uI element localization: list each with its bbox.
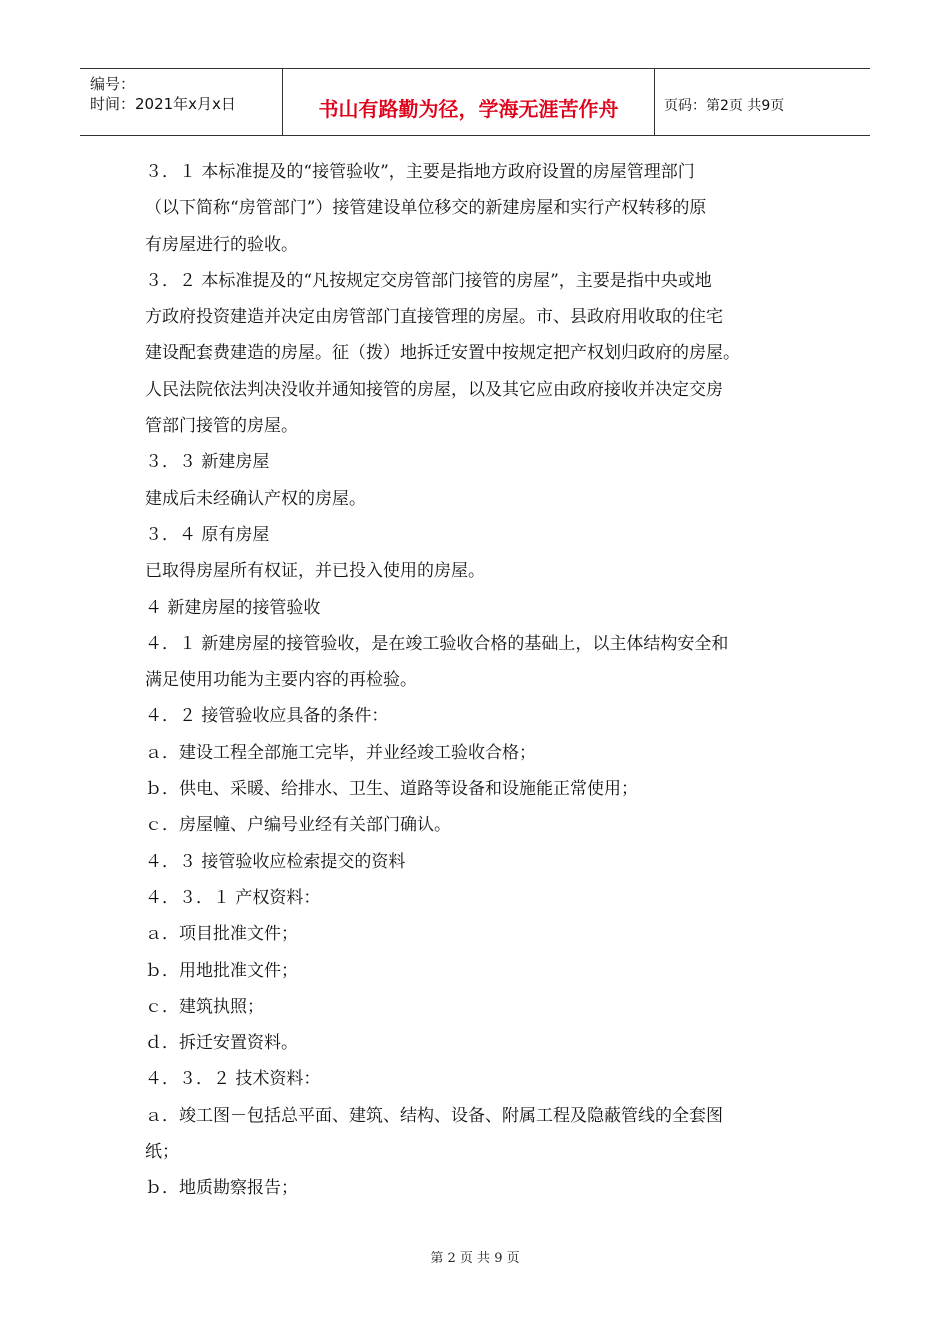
document-date: 时间：2021年x月x日 (90, 95, 236, 113)
body-line: 有房屋进行的验收。 (145, 234, 298, 255)
list-item: ｃ．建筑执照； (145, 996, 264, 1017)
body-line: ４．１ 新建房屋的接管验收，是在竣工验收合格的基础上，以主体结构安全和 (145, 633, 729, 654)
section-heading: ４．３．１ 产权资料： (145, 887, 321, 908)
list-item: ａ．项目批准文件； (145, 924, 298, 945)
list-item: ａ．建设工程全部施工完毕，并业经竣工验收合格； (145, 742, 536, 763)
header-motto-cell (282, 69, 655, 135)
list-item: ｂ．地质勘察报告； (145, 1178, 298, 1199)
document-number-label: 编号： (90, 75, 136, 93)
body-line: 已取得房屋所有权证，并已投入使用的房屋。 (145, 561, 485, 582)
list-item: ｂ．供电、采暖、给排水、卫生、道路等设备和设施能正常使用； (145, 779, 638, 800)
list-item: ａ．竣工图－包括总平面、建筑、结构、设备、附属工程及隐蔽管线的全套图 (145, 1105, 723, 1126)
header-page-code: 页码：第2页 共9页 (664, 98, 785, 114)
section-heading: ３．４ 原有房屋 (145, 524, 270, 545)
list-item: ｂ．用地批准文件； (145, 960, 298, 981)
body-line: 方政府投资建造并决定由房管部门直接管理的房屋。市、县政府用收取的住宅 (145, 307, 723, 328)
section-heading: ４ 新建房屋的接管验收 (145, 597, 321, 618)
body-line: ３．２ 本标准提及的“凡按规定交房管部门接管的房屋”，主要是指中央或地 (145, 270, 712, 291)
document-body (145, 154, 810, 1207)
header-page-cell (655, 69, 870, 135)
body-line: ３．１ 本标准提及的“接管验收”，主要是指地方政府设置的房屋管理部门 (145, 162, 695, 182)
section-heading: ４．２ 接管验收应具备的条件： (145, 706, 389, 727)
page-footer: 第 2 页 共 9 页 (430, 1251, 520, 1266)
section-heading: ４．３．２ 技术资料： (145, 1069, 321, 1090)
body-line: 建设配套费建造的房屋。征（拨）地拆迁安置中按规定把产权划归政府的房屋。 (145, 343, 740, 364)
body-line: 管部门接管的房屋。 (145, 416, 298, 437)
list-item: ｃ．房屋幢、户编号业经有关部门确认。 (145, 815, 451, 836)
header-motto: 书山有路勤为径，学海无涯苦作舟 (318, 97, 619, 121)
body-line: 满足使用功能为主要内容的再检验。 (145, 670, 417, 691)
body-line: 人民法院依法判决没收并通知接管的房屋，以及其它应由政府接收并决定交房 (145, 379, 723, 400)
section-heading: ４．３ 接管验收应检索提交的资料 (145, 851, 406, 872)
header-left-cell (80, 69, 282, 135)
section-heading: ３．３ 新建房屋 (145, 452, 270, 473)
list-item: ｄ．拆迁安置资料。 (145, 1033, 298, 1054)
page-header (80, 68, 870, 136)
list-item: 纸； (145, 1142, 179, 1163)
body-line: 建成后未经确认产权的房屋。 (145, 488, 366, 509)
body-line: （以下简称“房管部门”）接管建设单位移交的新建房屋和实行产权转移的原 (145, 198, 707, 219)
